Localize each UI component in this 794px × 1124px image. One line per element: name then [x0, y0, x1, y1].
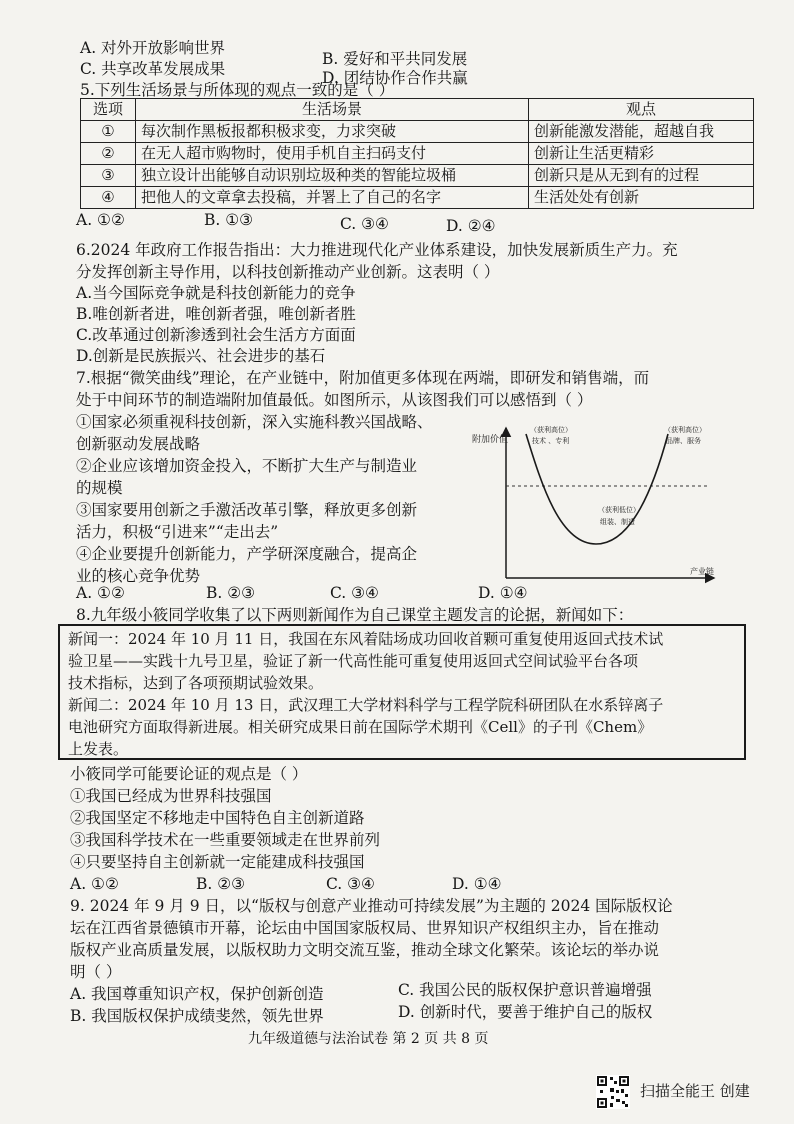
news-box [58, 624, 746, 760]
q7-statement-3-line-2: 活力，积极“引进来”“走出去” [76, 523, 279, 541]
qr-code-icon [596, 1075, 630, 1109]
q5-row-scene: 独立设计出能够自动识别垃圾种类的智能垃圾桶 [136, 165, 529, 187]
news-1-line-2: 验卫星——实践十九号卫星，验证了新一代高性能可重复使用返回式空间试验平台各项 [68, 652, 639, 670]
q4-option-d: D. 团结协作合作共赢 [322, 69, 468, 87]
q8-answer-d: D. ①④ [452, 875, 502, 893]
right-high-detail: 品牌、服务 [666, 437, 701, 445]
q5-answer-d: D. ②④ [446, 217, 496, 235]
table-row [81, 187, 754, 209]
scanner-watermark-text: 扫描全能王 创建 [640, 1082, 750, 1100]
q9-stem-4: 明（ ） [70, 963, 122, 981]
x-axis-label: 产业链 [690, 567, 714, 576]
q7-answer-c: C. ③④ [330, 584, 379, 602]
q5-answer-c: C. ③④ [340, 215, 389, 233]
q9-option-b: B. 我国版权保护成绩斐然，领先世界 [70, 1007, 324, 1025]
q8-answer-a: A. ①② [70, 875, 119, 893]
q4-option-c: C. 共享改革发展成果 [80, 60, 226, 78]
q9-stem-1: 9. 2024 年 9 月 9 日，以“版权与创意产业推动可持续发展”为主题的 2024 国际版权论 [70, 897, 673, 915]
news-1-line-3: 技术指标，达到了各项预期试验效果。 [68, 674, 324, 692]
q8-answer-b: B. ②③ [196, 875, 246, 893]
q6-option-d: D.创新是民族振兴、社会进步的基石 [76, 347, 326, 365]
q7-statement-4-line-2: 业的核心竞争优势 [76, 567, 201, 585]
q9-stem-3: 版权产业高质量发展，以版权助力文明交流互鉴，推动全球文化繁荣。该论坛的举办说 [70, 941, 660, 959]
q5-row-scene: 每次制作黑板报都积极求变，力求突破 [136, 121, 529, 143]
q5-row-scene: 在无人超市购物时，使用手机自主扫码支付 [136, 143, 529, 165]
left-high-label: （获利高位） [530, 426, 572, 434]
q7-statement-4-line-1: ④企业要提升创新能力，产学研深度融合，提高企 [76, 545, 418, 563]
q7-answer-b: B. ②③ [206, 584, 256, 602]
news-1-line-1: 新闻一：2024 年 10 月 11 日，我国在东风着陆场成功回收首颗可重复使用返回式技术试 [68, 630, 664, 648]
q9-option-c: C. 我国公民的版权保护意识普遍增强 [398, 981, 652, 999]
q4-option-b: B. 爱好和平共同发展 [322, 50, 468, 68]
q5-table [80, 98, 754, 209]
bottom-low-label: （获利低位） [598, 506, 640, 514]
q8-statement-3: ③我国科学技术在一些重要领域走在世界前列 [70, 831, 381, 849]
q6-option-b: B.唯创新者进，唯创新者强，唯创新者胜 [76, 305, 356, 323]
q5-row-num: ④ [81, 187, 136, 209]
q9-stem-2: 坛在江西省景德镇市开幕，论坛由中国国家版权局、世界知识产权组织主办，旨在推动 [70, 919, 660, 937]
q7-statement-2-line-2: 的规模 [76, 479, 123, 497]
q5-row-view: 创新只是从无到有的过程 [529, 165, 754, 187]
table-row [81, 165, 754, 187]
smile-curve-diagram [470, 416, 720, 588]
q5-row-view: 生活处处有创新 [529, 187, 754, 209]
q7-stem-2: 处于中间环节的制造端附加值最低。如图所示，从该图我们可以感悟到（ ） [76, 391, 593, 409]
q9-option-a: A. 我国尊重知识产权，保护创新创造 [70, 985, 324, 1003]
q5-stem: 5.下列生活场景与所体现的观点一致的是（ ） [80, 81, 395, 99]
page-footer: 九年级道德与法治试卷 第 2 页 共 8 页 [248, 1031, 489, 1047]
q6-option-c: C.改革通过创新渗透到社会生活方方面面 [76, 326, 356, 344]
q5-header-option: 选项 [81, 99, 136, 121]
bottom-low-detail: 组装、制造 [600, 518, 635, 526]
q8-stem: 8.九年级小筱同学收集了以下两则新闻作为自己课堂主题发言的论据，新闻如下： [76, 606, 634, 624]
table-row [81, 143, 754, 165]
q5-row-view: 创新让生活更精彩 [529, 143, 754, 165]
left-high-detail: 技术 、专利 [532, 437, 570, 445]
right-high-label: （获利高位） [664, 426, 706, 434]
q7-statement-2-line-1: ②企业应该增加资金投入，不断扩大生产与制造业 [76, 457, 418, 475]
q7-statement-3-line-1: ③国家要用创新之手激活改革引擎，释放更多创新 [76, 501, 418, 519]
q5-row-view: 创新能激发潜能，超越自我 [529, 121, 754, 143]
q7-stem-1: 7.根据“微笑曲线”理论，在产业链中，附加值更多体现在两端，即研发和销售端，而 [76, 369, 650, 387]
news-2-line-2: 电池研究方面取得新进展。相关研究成果日前在国际学术期刊《Cell》的子刊《Chem》 [68, 718, 653, 736]
q8-question: 小筱同学可能要论证的观点是（ ） [70, 765, 308, 783]
q5-answer-a: A. ①② [76, 211, 125, 229]
q5-row-num: ③ [81, 165, 136, 187]
q8-statement-4: ④只要坚持自主创新就一定能建成科技强国 [70, 853, 365, 871]
q5-row-num: ② [81, 143, 136, 165]
q9-option-d: D. 创新时代，要善于维护自己的版权 [398, 1003, 653, 1021]
table-row [81, 121, 754, 143]
news-2-line-3: 上发表。 [68, 740, 129, 758]
q7-statement-1-line-1: ①国家必须重视科技创新，深入实施科教兴国战略、 [76, 413, 433, 431]
q8-answer-c: C. ③④ [326, 875, 375, 893]
y-axis-label: 附加价值 [472, 435, 509, 445]
q8-statement-1: ①我国已经成为世界科技强国 [70, 787, 272, 805]
q5-header-view: 观点 [529, 99, 754, 121]
q5-answer-b: B. ①③ [204, 211, 254, 229]
q6-option-a: A.当今国际竞争就是科技创新能力的竞争 [76, 284, 356, 302]
q5-table-header-row [81, 99, 754, 121]
q8-statement-2: ②我国坚定不移地走中国特色自主创新道路 [70, 809, 365, 827]
q5-row-scene: 把他人的文章拿去投稿，并署上了自己的名字 [136, 187, 529, 209]
smile-curve [526, 434, 668, 544]
news-2-line-1: 新闻二：2024 年 10 月 13 日，武汉理工大学材料科学与工程学院科研团队在水系锌离子 [68, 696, 664, 714]
q7-answer-d: D. ①④ [478, 584, 528, 602]
q5-row-num: ① [81, 121, 136, 143]
q6-stem-2: 分发挥创新主导作用，以科技创新推动产业创新。这表明（ ） [76, 263, 500, 281]
q4-option-a: A. 对外开放影响世界 [80, 39, 226, 57]
q7-answer-a: A. ①② [76, 584, 125, 602]
q7-statement-1-line-2: 创新驱动发展战略 [76, 435, 201, 453]
q5-header-scene: 生活场景 [136, 99, 529, 121]
q6-stem-1: 6.2024 年政府工作报告指出：大力推进现代化产业体系建设，加快发展新质生产力。充 [76, 241, 678, 259]
